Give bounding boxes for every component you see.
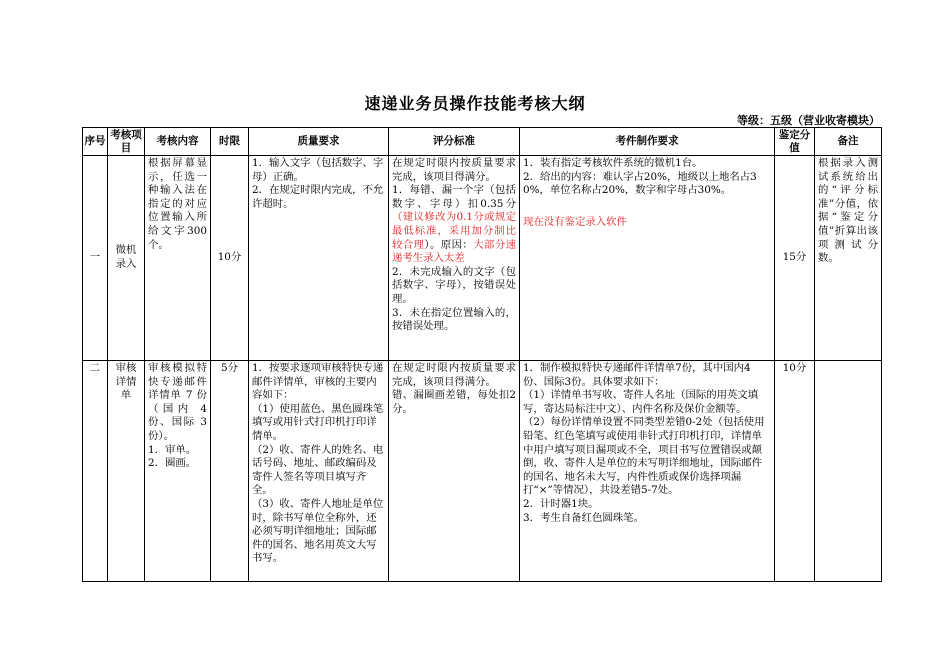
header-item: 考核项目 [108,128,145,156]
row1-quality-line: 2．在规定时限内完成，不允许超时。 [252,184,384,210]
row1-production-line: 1．装有指定考核软件系统的微机1台。 [523,157,703,169]
table-row [83,361,882,582]
production-red-note: 现在没有鉴定录入软件 [523,215,627,228]
row2-production-line: （1）详情单书写收、寄件人名址（国际的用英文填写，寄达局标注中文）、内件名称及保价金额等。 [523,389,759,415]
level-label: 等级：五级（营业收寄模块） [737,114,880,127]
row1-scoring-line: 3．未在指定位置输入的，按错误处理。 [392,306,516,333]
row1-score: 15分 [775,156,815,361]
row2-quality-line: 1．按要求逐项审核特快专递邮件详情单，审核的主要内容如下： [252,362,384,402]
row2-quality-line: （2）收、寄件人的姓名、电话号码、地址、邮政编码及寄件人签名等项目填写齐全。 [252,443,384,497]
row2-quality-line: （3）收、寄件人地址是单位时，除书写单位全称外，还必须写明详细地址；国际邮件的国名、地名用英文大写书写。 [252,497,384,565]
row2-production-line: 3．考生自备红色圆珠笔。 [523,511,644,524]
row1-scoring-line: 在规定时限内按质量要求完成，该项目得满分。 [392,157,516,183]
row2-score: 10分 [775,361,815,582]
row2-scoring-line: 错、漏圈画差错，每处扣2分。 [392,389,516,415]
row2-production [520,361,775,582]
header-time: 时限 [211,128,249,156]
row1-production-line: 2．给出的内容：难认字占20%，地级以上地名占30%，单位名称占20%，数字和字母占30%。 [523,170,757,197]
row2-production-line: 1．制作模拟特快专递邮件详情单7份，其中国内4份、国际3份。具体要求如下： [523,362,751,388]
table-row [83,156,882,361]
row2-seq: 二 [83,361,108,582]
row2-content-line: 1．审单。 [148,443,197,456]
header-quality: 质量要求 [249,128,389,156]
row2-quality-line: （1）使用蓝色、黑色圆珠笔填写或用针式打印机打印详情单。 [252,402,384,442]
scoring-reason-note: 大部分速递考生录入太差 [392,238,517,265]
row1-scoring-line: 2．未完成输入的文字（包括数字、字母），按错误处理。 [392,265,516,305]
row1-seq: 一 [83,156,108,361]
row2-content [145,361,211,582]
header-content: 考核内容 [145,128,211,156]
row2-content-line: 2．圈画。 [148,457,197,470]
row2-scoring [389,361,520,582]
header-score: 鉴定分值 [775,128,815,156]
row1-production [520,156,775,361]
row2-time: 5分 [211,361,249,582]
row1-scoring-line [392,184,516,266]
header-scoring: 评分标准 [389,128,520,156]
row1-scoring [389,156,520,361]
row2-production-line: 2．计时器1块。 [523,497,599,510]
document-title: 速递业务员操作技能考核大纲 [364,94,586,113]
scoring-text: ）。原因： [424,238,474,251]
scoring-suggestion-note: （建议修改为0.1分或规定最低标准，采用加分制比较合理 [392,211,516,251]
row1-quality-line: 1．输入文字（包括数字、字母）正确。 [252,157,384,183]
row1-time: 10分 [211,156,249,361]
table-header-row [83,128,882,156]
row2-production-line: （2）每份详情单设置不同类型差错0-2处（包括使用铅笔、红色笔填写或使用非针式打印机打印，详情单中用户填写项目漏项或不全，项目书写位置错误或颠倒，收、寄件人是单位的未写明详细地址，国际邮件的国名、地名未大写，内件性质或保价选择项漏打“×”等情况），共设差错5-7处。 [523,416,765,497]
row2-remark [815,361,882,582]
row2-scoring-line: 在规定时限内按质量要求完成，该项目得满分。 [392,362,516,388]
row1-quality [249,156,389,361]
header-remark: 备注 [815,128,882,156]
row1-item: 微机录入 [108,156,145,361]
row2-quality [249,361,389,582]
row1-content: 根据屏幕显示，任选一种输入法在指定的对应位置输入所给文字300个。 [145,156,211,361]
row2-content-line: 审核模拟特快专递邮件详情单 7 份（国内 4 份、国际 3份）。 [148,362,207,442]
header-seq: 序号 [83,128,108,156]
row2-item: 审核详情单 [108,361,145,582]
row1-remark: 根据录入测试系统给出的“评分标准”分值，依据“鉴定分值”折算出该项测试分数。 [815,156,882,361]
header-production: 考件制作要求 [520,128,775,156]
scoring-text: 1．每错、漏一个字（包括数字、字母）扣0.35分 [392,184,516,210]
exam-outline-table [82,127,882,582]
